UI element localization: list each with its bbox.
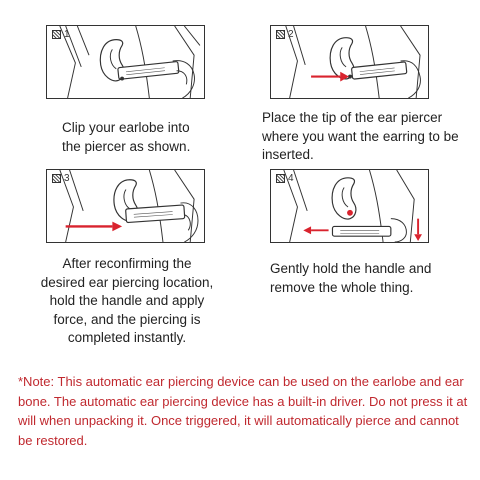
- note-line: *Note: This automatic ear piercing device can be used on the earlobe and ear: [18, 374, 464, 389]
- caption-line: remove the whole thing.: [270, 279, 414, 295]
- caption-line: hold the handle and apply: [49, 293, 205, 308]
- ear-piercer-drawing: [271, 26, 428, 98]
- step-number: 4: [288, 173, 294, 184]
- step-1-illustration: [46, 25, 205, 99]
- ear-piercer-drawing: [47, 26, 204, 98]
- piercing-mark: [347, 210, 353, 216]
- step-number-badge: [52, 173, 70, 184]
- step-2-illustration: [270, 25, 429, 99]
- caption-line: inserted.: [262, 147, 314, 162]
- ear-piercer-drawing: [271, 170, 428, 242]
- caption-line: force, and the piercing is: [53, 311, 201, 327]
- step-2-caption: [262, 109, 459, 165]
- step-number: 1: [64, 29, 70, 40]
- caption-line: desired ear piercing location,: [40, 274, 214, 290]
- note-line: bone. The automatic ear piercing device has a built-in driver. Do not press it at: [18, 393, 468, 409]
- direction-arrow-icon: [303, 226, 328, 234]
- step-number-badge: [276, 29, 294, 40]
- step-number-badge: [52, 29, 70, 40]
- caption-line: Gently hold the handle and: [270, 261, 432, 276]
- caption-line: completed instantly.: [67, 330, 187, 345]
- caption-line: Clip your earlobe into: [62, 120, 190, 135]
- caption-line: After reconfirming the: [62, 256, 192, 271]
- note-line: will when unpacking it. Once triggered, it will automatically pierce and cannot: [18, 413, 459, 428]
- caption-line: Place the tip of the ear piercer: [262, 110, 443, 125]
- caption-line: where you want the earring to be: [262, 128, 459, 144]
- step-3-illustration: [46, 169, 205, 243]
- warning-note: [18, 372, 468, 450]
- hatched-square-icon: [52, 30, 61, 39]
- note-line: be restored.: [18, 432, 88, 448]
- caption-line: the piercer as shown.: [62, 138, 191, 154]
- step-4-illustration: [270, 169, 429, 243]
- direction-arrow-icon: [311, 72, 349, 82]
- step-3-caption: [28, 255, 226, 348]
- step-number-badge: [276, 173, 294, 184]
- direction-arrow-icon: [66, 222, 122, 232]
- hatched-square-icon: [52, 174, 61, 183]
- step-number: 3: [64, 173, 70, 184]
- hatched-square-icon: [276, 174, 285, 183]
- hatched-square-icon: [276, 30, 285, 39]
- direction-arrow-icon: [414, 219, 422, 241]
- step-number: 2: [288, 29, 294, 40]
- ear-piercer-drawing: [47, 170, 204, 242]
- step-4-caption: [270, 260, 431, 297]
- step-1-caption: [62, 119, 190, 156]
